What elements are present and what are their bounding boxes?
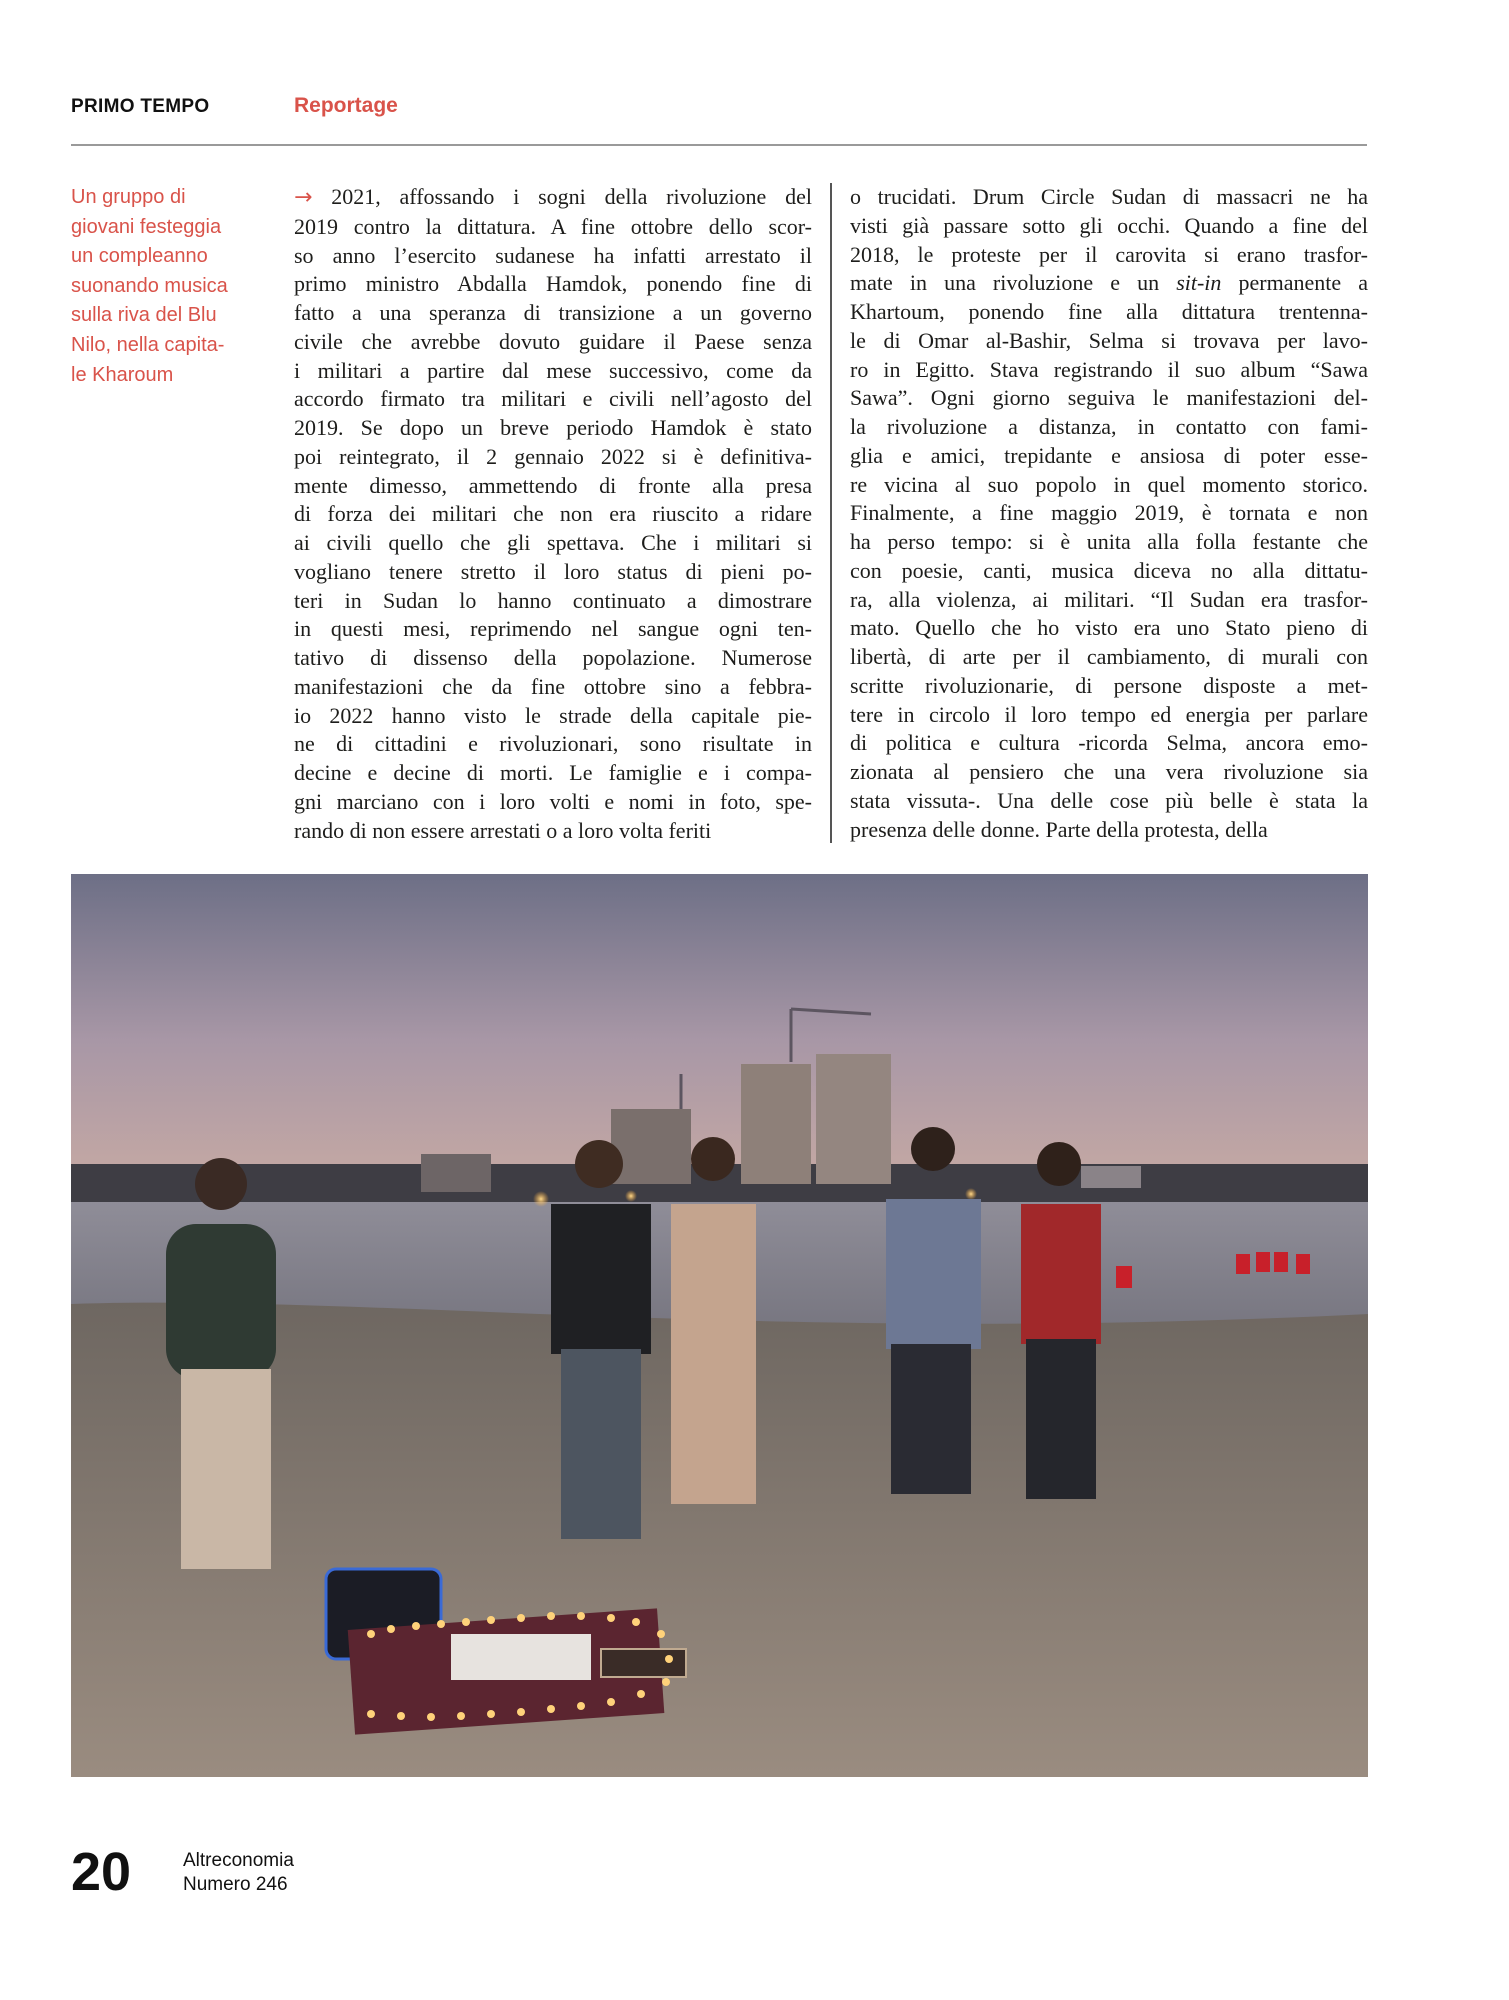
column-divider	[830, 183, 832, 843]
article-text: primo ministro Abdalla Hamdok, ponendo fine di	[294, 271, 812, 297]
issue-number: Numero 246	[183, 1874, 288, 1895]
article-line	[850, 183, 1368, 212]
continuation-arrow-icon: →	[294, 185, 313, 210]
article-line	[850, 614, 1368, 643]
article-text: presenza delle donne. Parte della protesta, della	[850, 816, 1268, 842]
page-number: 20	[71, 1842, 132, 1902]
article-text: ai civili quello che gli spettava. Che i militari si	[294, 530, 812, 555]
article-text: re vicina al suo popolo in quel momento storico.	[850, 471, 1368, 497]
caption-line: sulla riva del Blu	[71, 304, 217, 327]
article-text: 2019. Se dopo un breve periodo Hamdok è stato	[294, 415, 812, 440]
article-line	[850, 672, 1368, 701]
magazine-title: Altreconomia	[183, 1850, 294, 1871]
article-text: fatto a una speranza di transizione a un governo	[294, 300, 812, 325]
article-line	[850, 816, 1368, 845]
article-text: glia e amici, trepidante e ansiosa di poter esse-	[850, 442, 1368, 468]
article-text: gni marciano con i loro volti e nomi in foto, spe-	[294, 788, 812, 814]
article-text: poi reintegrato, il 2 gennaio 2022 si è definitiva-	[294, 443, 812, 469]
article-line	[850, 384, 1368, 413]
article-text: le di Omar al-Bashir, Selma si trovava per lavo-	[850, 327, 1368, 353]
article-line	[850, 356, 1368, 385]
article-text: decine e decine di morti. Le famiglie e i compa-	[294, 760, 812, 785]
article-line	[294, 788, 812, 817]
article-line	[294, 414, 812, 443]
article-line	[294, 385, 812, 414]
article-line	[850, 758, 1368, 787]
article-line	[850, 557, 1368, 586]
article-text: teri in Sudan lo hanno continuato a dimostrare	[294, 587, 812, 613]
article-text: accordo firmato tra militari e civili nell’agosto del	[294, 386, 812, 412]
section-label: PRIMO TEMPO	[71, 96, 210, 117]
article-line	[294, 270, 812, 299]
article-text: so anno l’esercito sudanese ha infatti arrestato il	[294, 242, 812, 268]
caption-line: Un gruppo di	[71, 186, 186, 208]
article-text: ro in Egitto. Stava registrando il suo album “Sawa	[850, 356, 1368, 382]
article-text: scritte rivoluzionarie, di persone disposte a met-	[850, 672, 1368, 698]
article-text: in questi mesi, reprimendo nel sangue ogni ten-	[294, 616, 812, 642]
article-line	[294, 730, 812, 759]
article-text: o trucidati. Drum Circle Sudan di massacri ne ha	[850, 184, 1368, 209]
article-text: tere in circolo il loro tempo ed energia per parlare	[850, 701, 1368, 727]
article-text: tativo di dissenso della popolazione. Numerose	[294, 645, 812, 670]
article-line	[850, 729, 1368, 758]
article-text: visti già passare sotto gli occhi. Quando a fine del	[850, 212, 1368, 238]
photo-caption	[71, 183, 263, 390]
article-text: vogliano tenere stretto il loro status di pieni po-	[294, 558, 812, 584]
caption-line: giovani festeggia	[71, 215, 222, 238]
article-line	[850, 442, 1368, 471]
caption-line: un compleanno	[71, 245, 208, 268]
article-line	[850, 241, 1368, 270]
article-line	[294, 443, 812, 472]
article-line	[294, 472, 812, 501]
article-line	[850, 269, 1368, 298]
header-divider	[71, 144, 1367, 146]
article-line	[294, 328, 812, 357]
article-text: io 2022 hanno visto le strade della capitale pie-	[294, 702, 812, 728]
article-line	[850, 471, 1368, 500]
article-text: zionata al pensiero che una vera rivoluzione sia	[850, 759, 1368, 784]
article-line	[850, 701, 1368, 730]
article-column-1	[294, 183, 812, 845]
article-text: stata vissuta-. Una delle cose più belle è stata la	[850, 787, 1368, 813]
caption-line: Nilo, nella capita-	[71, 333, 225, 356]
article-line	[294, 213, 812, 242]
article-line	[294, 357, 812, 386]
article-line	[294, 759, 812, 788]
article-text: mente dimesso, ammettendo di fronte alla presa	[294, 472, 812, 498]
article-text: Khartoum, ponendo fine alla dittatura trentenna-	[850, 299, 1368, 324]
magazine-info	[183, 1849, 294, 1897]
article-text: mate in una rivoluzione e un sit-in permanente a	[850, 270, 1368, 296]
article-line	[850, 586, 1368, 615]
topic-label: Reportage	[294, 94, 398, 117]
article-text: di politica e cultura -ricorda Selma, ancora emo-	[850, 730, 1368, 756]
article-line	[850, 212, 1368, 241]
article-line	[850, 643, 1368, 672]
article-text: 2019 contro la dittatura. A fine ottobre dello scor-	[294, 213, 812, 239]
caption-line: suonando musica	[71, 274, 228, 297]
article-line	[294, 702, 812, 731]
article-line	[294, 183, 812, 213]
article-line	[294, 500, 812, 529]
article-line	[294, 558, 812, 587]
article-text: Finalmente, a fine maggio 2019, è tornata e non	[850, 500, 1368, 526]
caption-line: le Kharoum	[71, 363, 174, 386]
article-line	[294, 587, 812, 616]
article-text: ha perso tempo: si è unita alla folla festante che	[850, 529, 1368, 554]
article-text: 2021, affossando i sogni della rivoluzione del	[331, 184, 812, 209]
article-line	[294, 299, 812, 328]
article-text: ne di cittadini e rivoluzionari, sono risultate in	[294, 731, 812, 757]
article-text: rando di non essere arrestati o a loro volta feriti	[294, 817, 712, 843]
article-line	[850, 413, 1368, 442]
article-line	[294, 242, 812, 271]
article-text: con poesie, canti, musica diceva no alla dittatu-	[850, 557, 1368, 583]
article-text: civile che avrebbe dovuto guidare il Paese senza	[294, 328, 812, 354]
article-line	[294, 529, 812, 558]
article-text: di forza dei militari che non era riuscito a ridare	[294, 501, 812, 527]
article-text: 2018, le proteste per il carovita si erano trasfor-	[850, 241, 1368, 267]
article-line	[850, 327, 1368, 356]
reportage-photo	[71, 874, 1368, 1777]
article-text: Sawa”. Ogni giorno seguiva le manifestazioni del-	[850, 385, 1368, 411]
article-line	[294, 673, 812, 702]
article-text: libertà, di arte per il cambiamento, di murali con	[850, 644, 1368, 669]
article-text: ra, alla violenza, ai militari. “Il Sudan era trasfor-	[850, 586, 1368, 612]
article-line	[294, 644, 812, 673]
article-text: manifestazioni che da fine ottobre sino a febbra-	[294, 673, 812, 699]
article-line	[294, 817, 812, 846]
article-column-2	[850, 183, 1368, 844]
article-line	[850, 298, 1368, 327]
article-text: i militari a partire dal mese successivo, come da	[294, 357, 812, 383]
article-line	[850, 528, 1368, 557]
article-line	[850, 499, 1368, 528]
article-text: la rivoluzione a distanza, in contatto con fami-	[850, 414, 1368, 439]
article-text: mato. Quello che ho visto era uno Stato pieno di	[850, 615, 1368, 641]
article-line	[294, 615, 812, 644]
article-line	[850, 787, 1368, 816]
